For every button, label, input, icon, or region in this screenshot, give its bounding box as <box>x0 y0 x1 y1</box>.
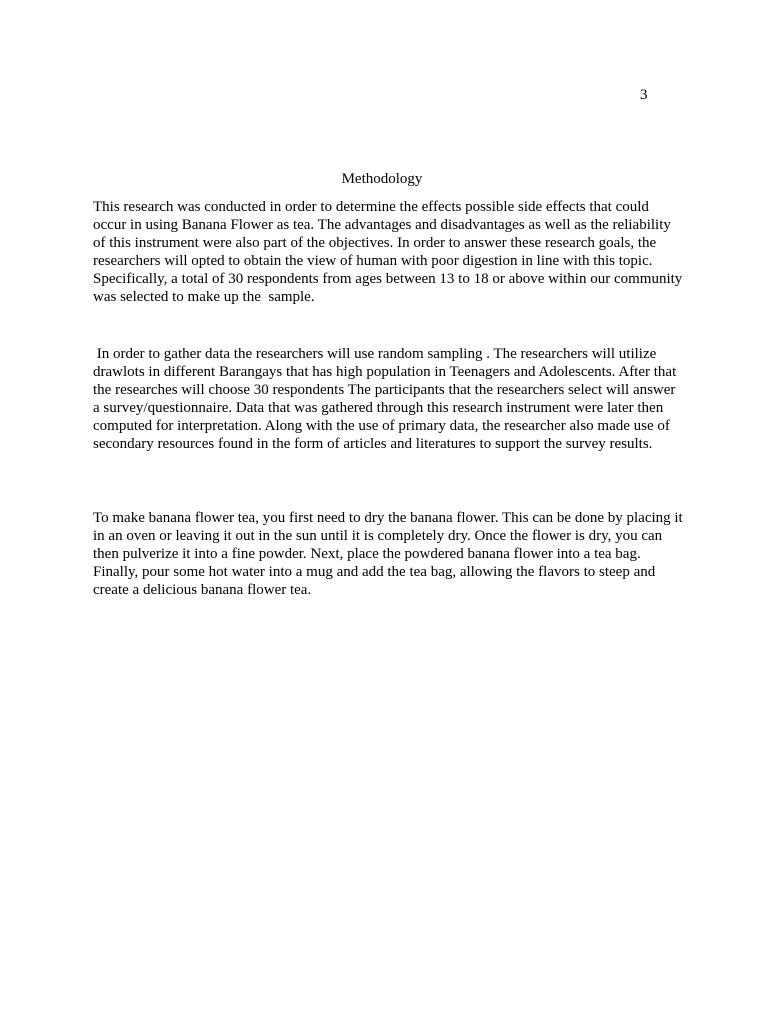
section-heading: Methodology <box>341 171 423 187</box>
paragraph-tea-preparation: To make banana flower tea, you first need to dry the banana flower. This can be done by placing it in an oven or leaving it out in the sun until it is completely dry. Once the flower is dry, you can then pulverize it into a fine powder. Next, place the powdered banana flower into a tea bag. Finally, pour some hot water into a mug and add the tea bag, allowing the flavors to steep and create a delicious banana flower tea. <box>93 510 687 598</box>
paragraph-sampling: In order to gather data the researchers will use random sampling . The researchers will utilize drawlots in different Barangays that has high population in Teenagers and Adolescents. After that the researches will choose 30 respondents The participants that the researchers select will answer a survey/questionnaire. Data that was gathered through this research instrument were later then computed for interpretation. Along with the use of primary data, the researcher also made use of secondary resources found in the form of articles and literatures to support the survey results. <box>93 346 680 452</box>
paragraph-purpose: This research was conducted in order to determine the effects possible side effects that could occur in using Banana Flower as tea. The advantages and disadvantages as well as the reliability of this instrument were also part of the objectives. In order to answer these research goals, the researchers will opted to obtain the view of human with poor digestion in line with this topic. Specifically, a total of 30 respondents from ages between 13 to 18 or above within our community was selected to make up the sample. <box>93 199 687 305</box>
page-number: 3 <box>640 87 648 103</box>
